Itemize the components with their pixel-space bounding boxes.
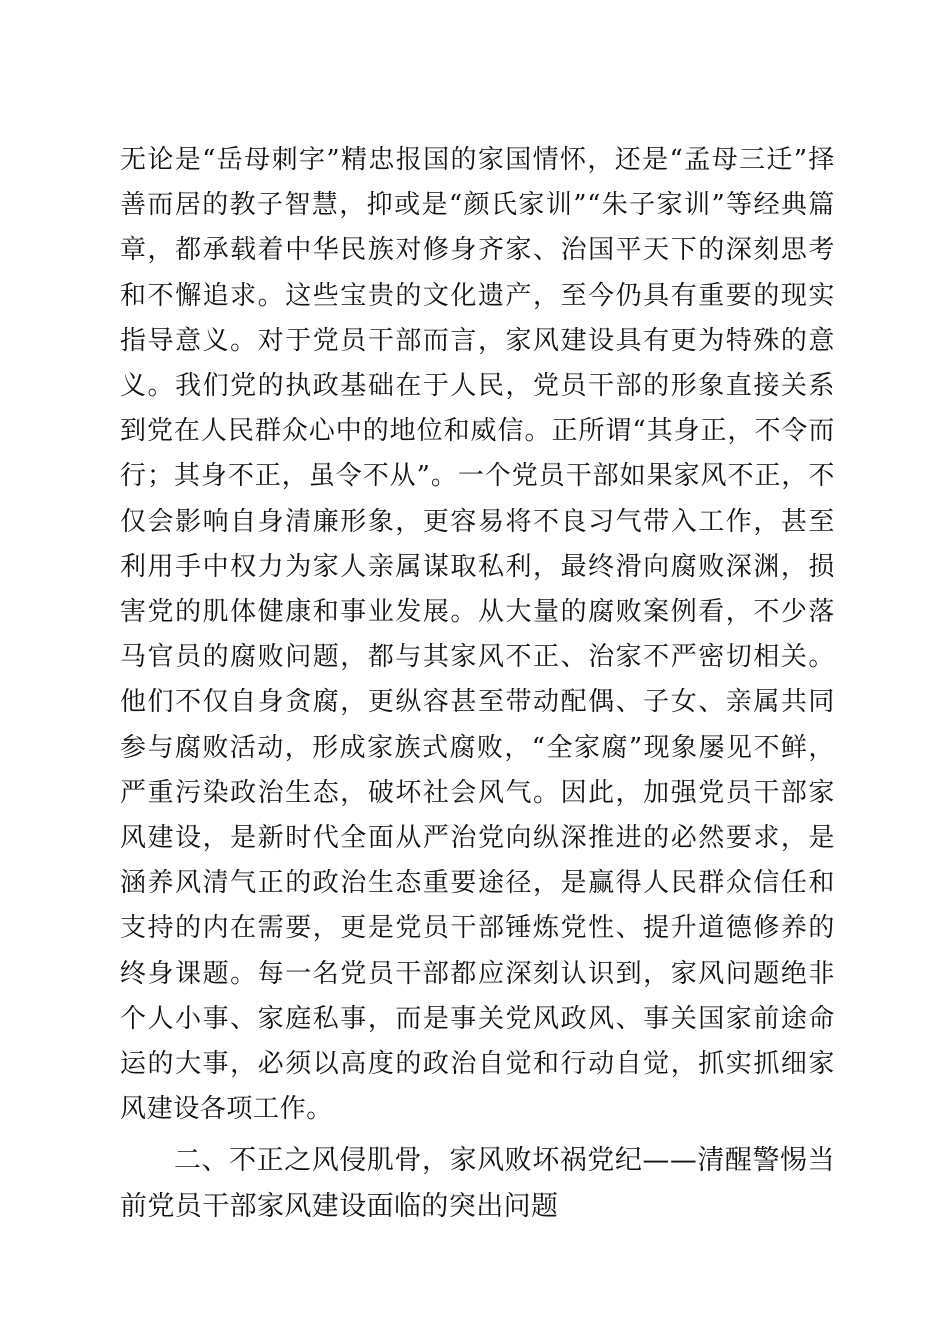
document-content <box>120 138 835 1230</box>
section-heading: 二、不正之风侵肌骨，家风败坏祸党纪——清醒警惕当前党员干部家风建设面临的突出问题 <box>120 1145 835 1223</box>
body-paragraph: 无论是“岳母刺字”精忠报国的家国情怀，还是“孟母三迁”择善而居的教子智慧，抑或是“颜氏家训”“朱子家训”等经典篇章，都承载着中华民族对修身齐家、治国平天下的深刻思考和不懈追求。这些宝贵的文化遗产，至今仍具有重要的现实指导意义。对于党员干部而言，家风建设具有更为特殊的意义。我们党的执政基础在于人民，党员干部的形象直接关系到党在人民群众心中的地位和威信。正所谓“其身正，不令而行；其身不正，虽令不从”。一个党员干部如果家风不正，不仅会影响自身清廉形象，更容易将不良习气带入工作，甚至利用手中权力为家人亲属谋取私利，最终滑向腐败深渊，损害党的肌体健康和事业发展。从大量的腐败案例看，不少落马官员的腐败问题，都与其家风不正、治家不严密切相关。他们不仅自身贪腐，更纵容甚至带动配偶、子女、亲属共同参与腐败活动，形成家族式腐败，“全家腐”现象屡见不鲜，严重污染政治生态，破坏社会风气。因此，加强党员干部家风建设，是新时代全面从严治党向纵深推进的必然要求，是涵养风清气正的政治生态重要途径，是赢得人民群众信任和支持的内在需要，更是党员干部锤炼党性、提升道德修养的终身课题。每一名党员干部都应深刻认识到，家风问题绝非个人小事、家庭私事，而是事关党风政风、事关国家前途命运的大事，必须以高度的政治自觉和行动自觉，抓实抓细家风建设各项工作。 <box>120 145 835 1125</box>
